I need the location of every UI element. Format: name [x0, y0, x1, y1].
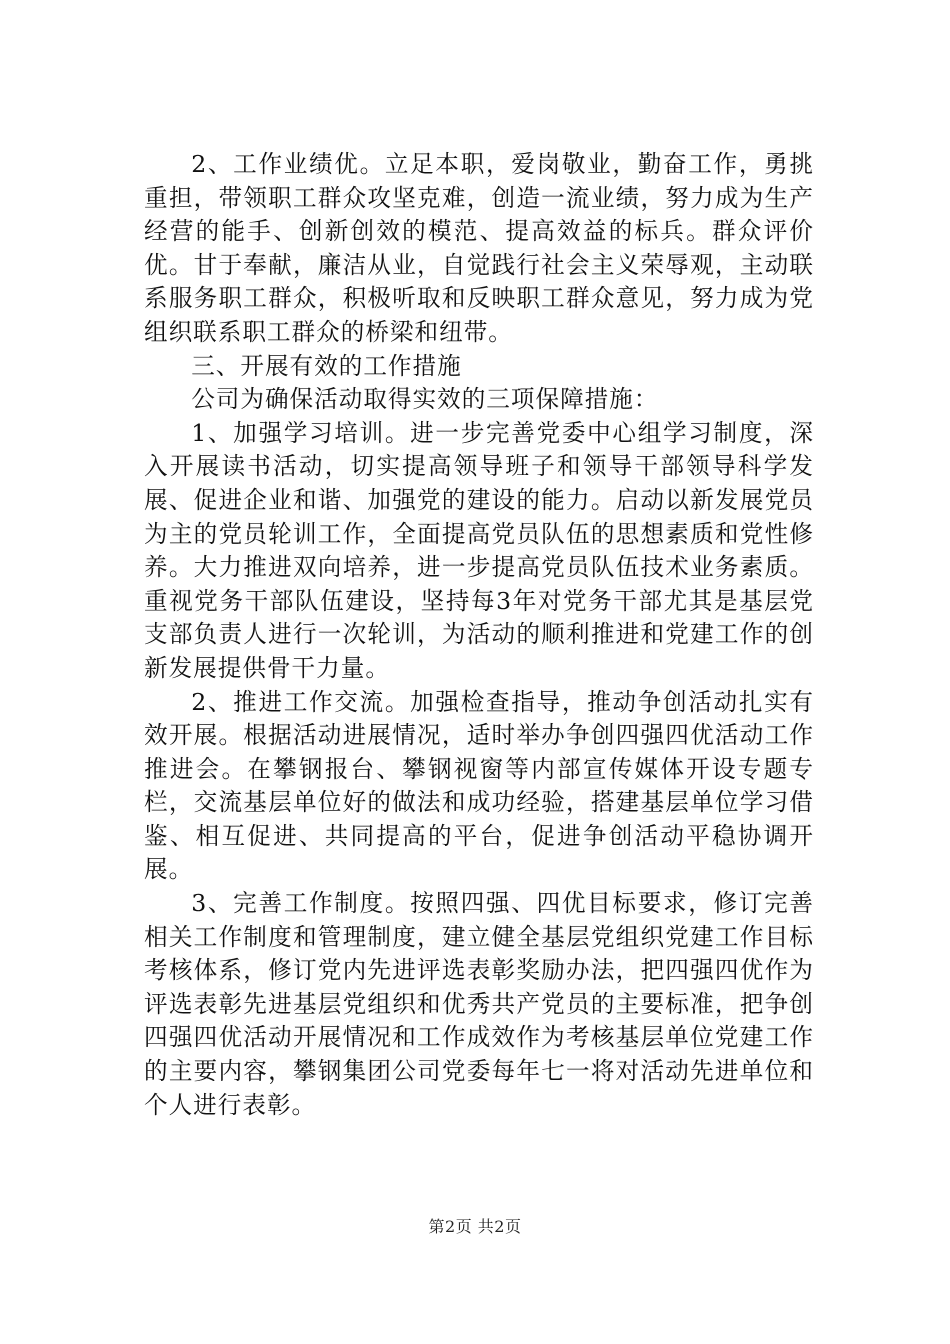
paragraph-measures-intro: 公司为确保活动取得实效的三项保障措施： — [191, 385, 659, 414]
document-body — [144, 148, 814, 1122]
paragraph-work-exchange: 2、推进工作交流。加强检查指导，推动争创活动扎实有效开展。根据活动进展情况，适时举办争创四强四优活动工作推进会。在攀钢报台、攀钢视窗等内部宣传媒体开设专题专栏，交流基层单位好的做法和成功经验，搭建基层单位学习借鉴、相互促进、共同提高的平台，促进争创活动平稳协调开展。 — [144, 687, 814, 884]
paragraph-work-performance: 2、工作业绩优。立足本职，爱岗敬业，勤奋工作，勇挑重担，带领职工群众攻坚克难，创造一流业绩，努力成为生产经营的能手、创新创效的模范、提高效益的标兵。群众评价优。甘于奉献，廉洁从业，自觉践行社会主义荣辱观，主动联系服务职工群众，积极听取和反映职工群众意见，努力成为党组织联系职工群众的桥梁和纽带。 — [144, 150, 814, 346]
paragraph-work-system: 3、完善工作制度。按照四强、四优目标要求，修订完善相关工作制度和管理制度，建立健全基层党组织党建工作目标考核体系，修订党内先进评选表彰奖励办法，把四强四优作为评选表彰先进基层党组织和优秀共产党员的主要标准，把争创四强四优活动开展情况和工作成效作为考核基层单位党建工作的主要内容，攀钢集团公司党委每年七一将对活动先进单位和个人进行表彰。 — [144, 889, 814, 1119]
section-heading-measures: 三、开展有效的工作措施 — [191, 351, 462, 380]
paragraph-study-training: 1、加强学习培训。进一步完善党委中心组学习制度，深入开展读书活动，切实提高领导班子和领导干部领导科学发展、促进企业和谐、加强党的建设的能力。启动以新发展党员为主的党员轮训工作，全面提高党员队伍的思想素质和党性修养。大力推进双向培养，进一步提高党员队伍技术业务素质。重视党务干部队伍建设，坚持每3年对党务干部尤其是基层党支部负责人进行一次轮训，为活动的顺利推进和党建工作的创新发展提供骨干力量。 — [144, 418, 814, 682]
page-number-footer: 第2页 共2页 — [428, 1217, 522, 1236]
